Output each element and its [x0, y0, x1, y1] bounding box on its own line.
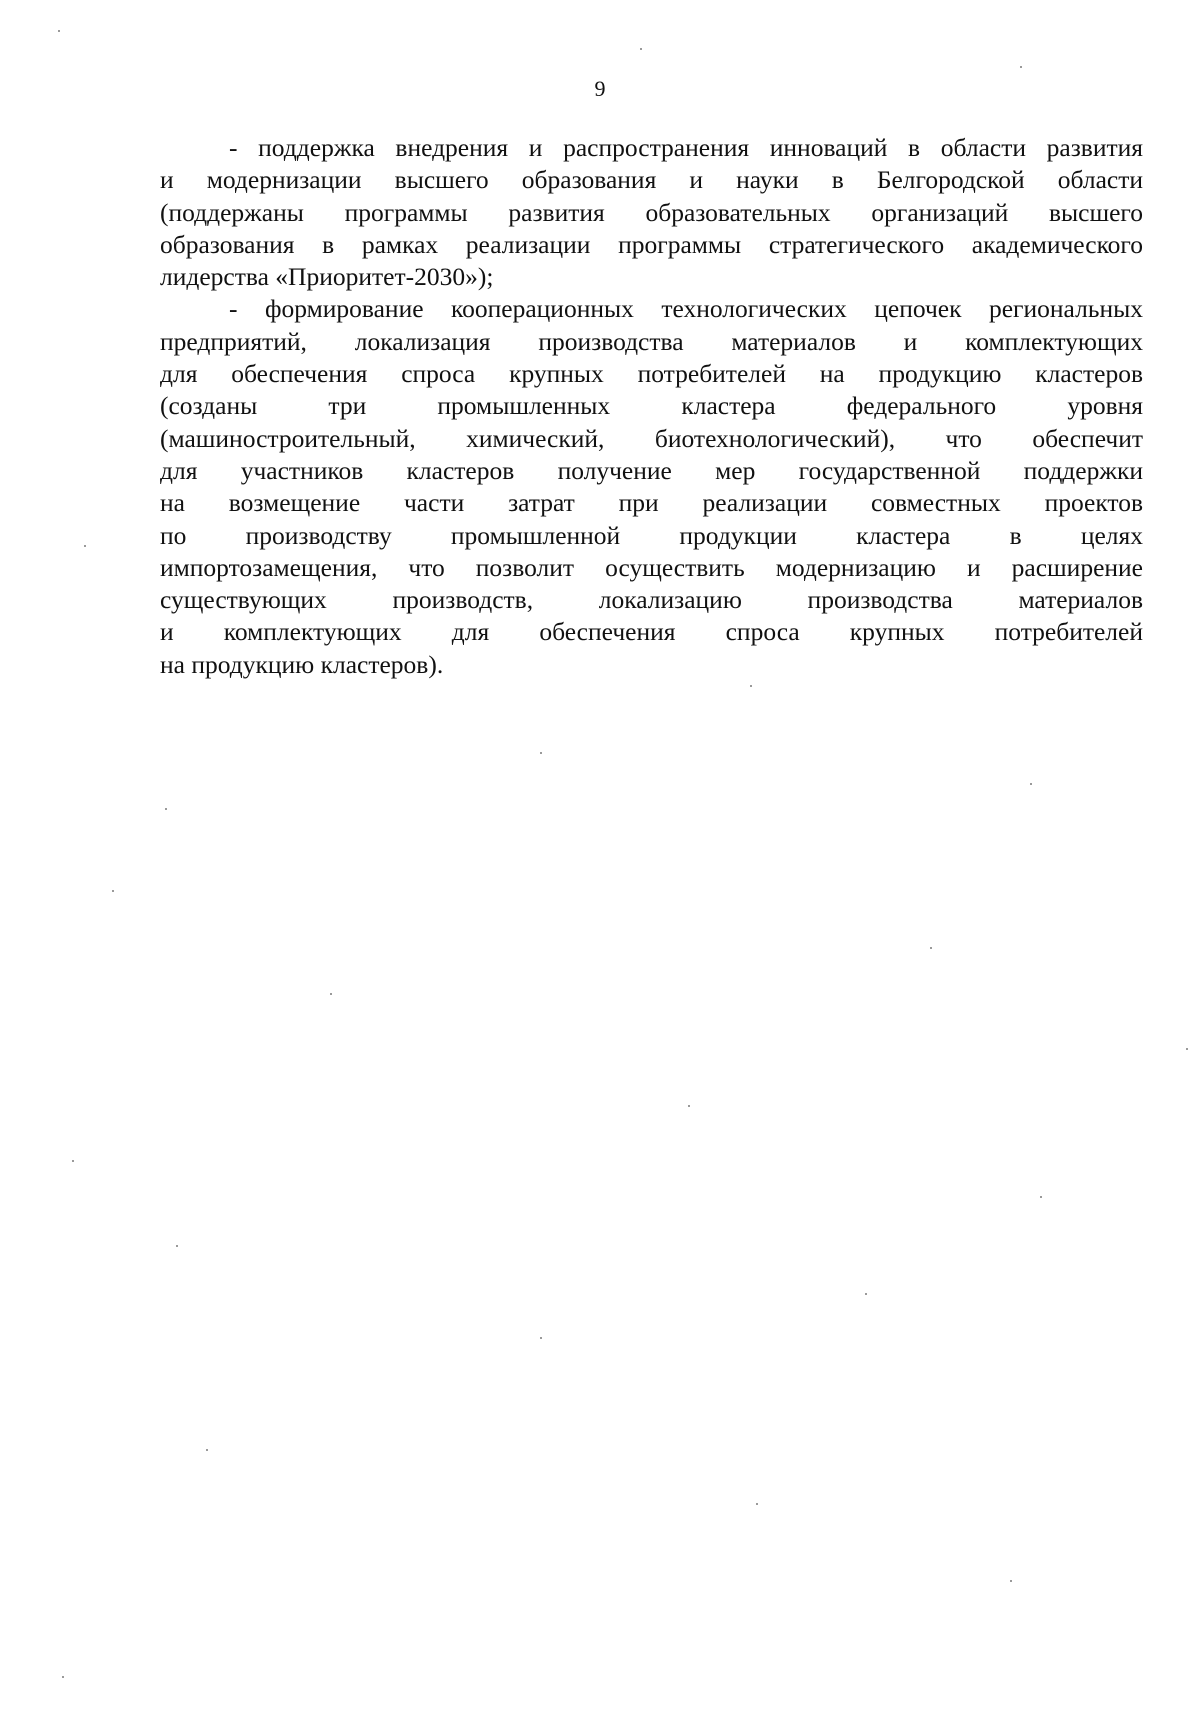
text-line: - формирование кооперационных технологических цепочек региональных — [229, 294, 1143, 324]
text-line: импортозамещения, что позволит осуществить модернизацию и расширение — [160, 552, 1143, 582]
document-body — [160, 132, 1143, 681]
scan-speck — [176, 1245, 178, 1247]
scan-speck — [1030, 783, 1032, 785]
scan-speck — [865, 1293, 867, 1295]
scan-speck — [750, 685, 752, 687]
scan-speck — [72, 1160, 74, 1162]
text-line: для участников кластеров получение мер государственной поддержки — [160, 455, 1143, 485]
paragraph-higher-education — [160, 132, 1143, 293]
scan-speck — [1020, 66, 1022, 68]
text-line: (созданы три промышленных кластера федерального уровня — [160, 391, 1143, 421]
text-line: и модернизации высшего образования и науки в Белгородской области — [160, 165, 1143, 195]
scan-speck — [165, 808, 167, 810]
scan-speck — [206, 1449, 208, 1451]
text-line: для обеспечения спроса крупных потребителей на продукцию кластеров — [160, 359, 1143, 389]
scan-speck — [84, 545, 86, 547]
text-line: и комплектующих для обеспечения спроса крупных потребителей — [160, 617, 1143, 647]
scan-speck — [688, 1105, 690, 1107]
text-line: по производству промышленной продукции кластера в целях — [160, 520, 1143, 550]
text-line: (поддержаны программы развития образовательных организаций высшего — [160, 197, 1143, 227]
text-line: на продукцию кластеров). — [160, 649, 444, 679]
scan-speck — [640, 48, 642, 50]
text-line: - поддержка внедрения и распространения инноваций в области развития — [229, 133, 1143, 162]
page-number: 9 — [594, 76, 606, 101]
scan-speck — [930, 947, 932, 949]
text-line: предприятий, локализация производства материалов и комплектующих — [160, 326, 1143, 356]
text-line: (машиностроительный, химический, биотехнологический), что обеспечит — [160, 423, 1143, 453]
scan-speck — [756, 1503, 758, 1505]
paragraph-industrial-clusters — [160, 293, 1143, 681]
text-line: лидерства «Приоритет-2030»); — [160, 262, 494, 292]
scan-speck — [1010, 1580, 1012, 1582]
scan-speck — [540, 752, 542, 754]
scan-speck — [62, 1676, 64, 1678]
text-line: на возмещение части затрат при реализации совместных проектов — [160, 488, 1143, 518]
scan-speck — [330, 993, 332, 995]
scan-speck — [112, 890, 114, 892]
text-line: образования в рамках реализации программы стратегического академического — [160, 229, 1143, 259]
scan-speck — [58, 30, 60, 32]
text-line: существующих производств, локализацию производства материалов — [160, 585, 1143, 615]
scan-speck — [540, 1337, 542, 1339]
scan-speck — [1186, 1048, 1188, 1050]
scan-speck — [1040, 1196, 1042, 1198]
